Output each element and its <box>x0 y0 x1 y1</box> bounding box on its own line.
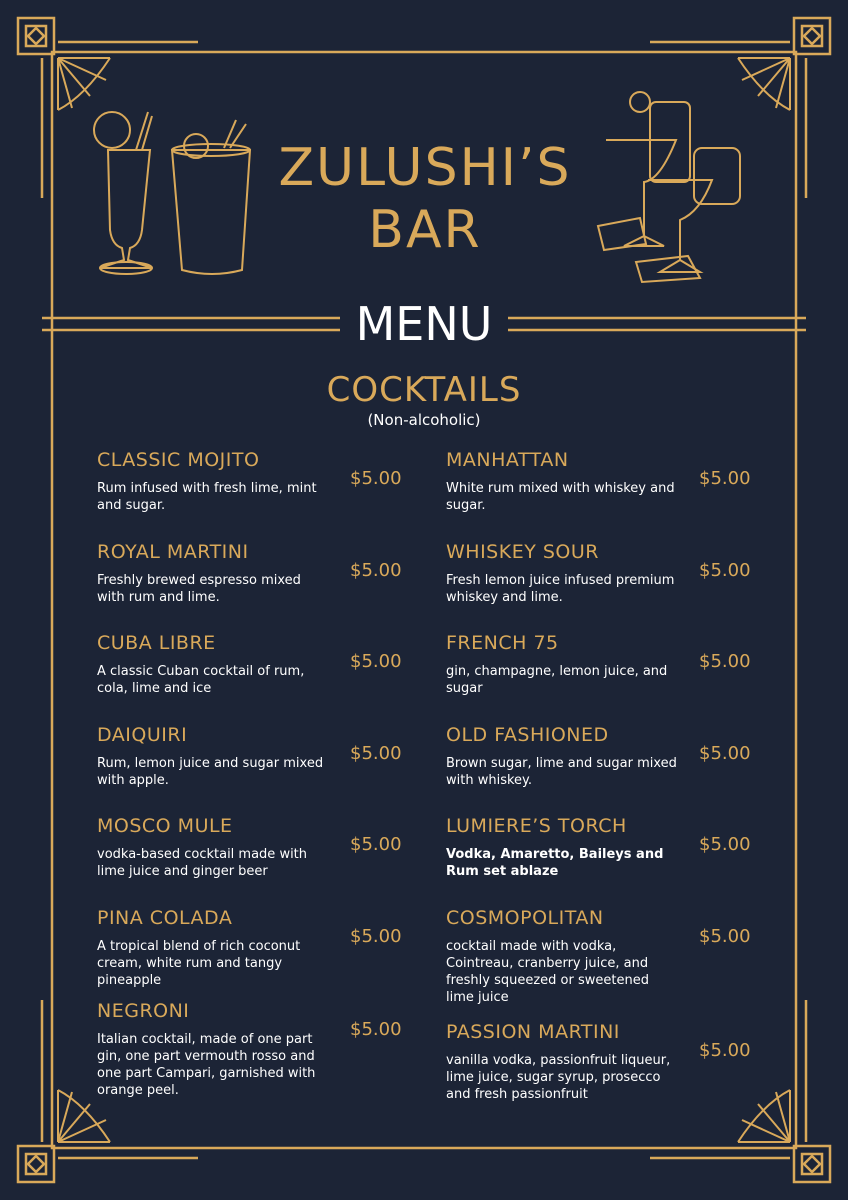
menu-item <box>97 723 437 789</box>
item-description: vodka-based cocktail made with lime juice and ginger beer <box>97 847 308 879</box>
item-price: $5.00 <box>699 560 751 581</box>
item-name: CLASSIC MOJITO <box>97 449 260 471</box>
item-price: $5.00 <box>699 834 751 855</box>
item-name: PINA COLADA <box>97 907 233 929</box>
item-name: CUBA LIBRE <box>97 632 216 654</box>
menu-heading: MENU <box>340 296 508 352</box>
section-title: COCKTAILS <box>326 370 522 410</box>
item-price: $5.00 <box>699 1040 751 1061</box>
menu-item <box>97 999 437 1099</box>
menu-item <box>446 540 786 606</box>
menu-item <box>97 448 437 514</box>
item-price: $5.00 <box>350 1019 402 1040</box>
item-price: $5.00 <box>699 926 751 947</box>
item-name: WHISKEY SOUR <box>446 541 599 563</box>
section-subtitle: (Non-alcoholic) <box>367 411 481 429</box>
item-description: Freshly brewed espresso mixed with rum and lime. <box>97 573 301 605</box>
item-price: $5.00 <box>699 743 751 764</box>
item-description: Rum infused with fresh lime, mint and sugar. <box>97 481 317 513</box>
menu-item <box>97 540 437 606</box>
item-name: MOSCO MULE <box>97 815 233 837</box>
item-price: $5.00 <box>350 651 402 672</box>
item-name: FRENCH 75 <box>446 632 559 654</box>
tumbler-glass-icon <box>172 120 250 274</box>
item-name: LUMIERE’S TORCH <box>446 815 627 837</box>
item-description: Fresh lemon juice infused premium whiskey and lime. <box>446 573 675 605</box>
cocktail-glasses-icon <box>598 92 740 282</box>
item-description: gin, champagne, lemon juice, and sugar <box>446 664 668 696</box>
menu-item <box>446 1020 786 1103</box>
item-price: $5.00 <box>699 651 751 672</box>
item-description: Rum, lemon juice and sugar mixed with apple. <box>97 756 324 788</box>
item-description: Vodka, Amaretto, Baileys and Rum set ablaze <box>446 847 664 879</box>
item-price: $5.00 <box>350 560 402 581</box>
item-name: DAIQUIRI <box>97 724 188 746</box>
item-name: OLD FASHIONED <box>446 724 609 746</box>
item-name: PASSION MARTINI <box>446 1021 620 1043</box>
menu-item <box>97 906 437 989</box>
menu-item <box>446 906 786 1006</box>
item-name: MANHATTAN <box>446 449 569 471</box>
menu-item <box>97 631 437 697</box>
item-description: cocktail made with vodka, Cointreau, cranberry juice, and freshly squeezed or sweetened lime juice <box>446 939 649 1005</box>
item-name: COSMOPOLITAN <box>446 907 604 929</box>
bar-name-line2: BAR <box>368 200 482 260</box>
item-name: ROYAL MARTINI <box>97 541 249 563</box>
item-description: vanilla vodka, passionfruit liqueur, lime juice, sugar syrup, prosecco and fresh passionfruit <box>446 1053 671 1102</box>
menu-item <box>446 814 786 880</box>
item-name: NEGRONI <box>97 1000 190 1022</box>
bar-name-line1: ZULUSHI’S <box>278 138 572 198</box>
item-price: $5.00 <box>350 834 402 855</box>
menu-item <box>446 723 786 789</box>
item-description: Italian cocktail, made of one part gin, one part vermouth rosso and one part Campari, garnished with orange peel. <box>97 1032 316 1098</box>
item-description: White rum mixed with whiskey and sugar. <box>446 481 675 513</box>
highball-glass-icon <box>94 112 152 274</box>
item-price: $5.00 <box>350 743 402 764</box>
item-description: A tropical blend of rich coconut cream, white rum and tangy pineapple <box>97 939 301 988</box>
menu-item <box>97 814 437 880</box>
menu-item <box>446 631 786 697</box>
menu-item <box>446 448 786 514</box>
item-description: A classic Cuban cocktail of rum, cola, lime and ice <box>97 664 305 696</box>
item-price: $5.00 <box>350 926 402 947</box>
item-description: Brown sugar, lime and sugar mixed with whiskey. <box>446 756 677 788</box>
item-price: $5.00 <box>350 468 402 489</box>
item-price: $5.00 <box>699 468 751 489</box>
